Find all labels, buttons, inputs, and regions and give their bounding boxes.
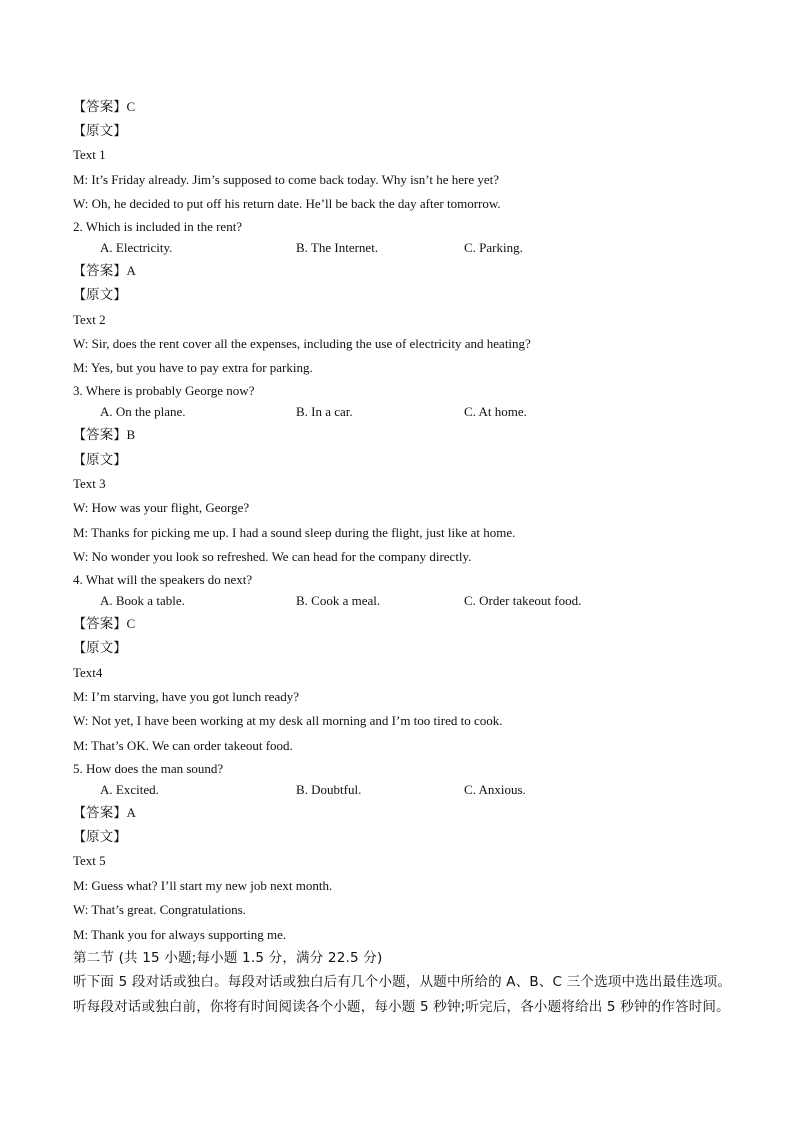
option-b: B. Doubtful. xyxy=(296,782,362,797)
dialogue-line: W: Oh, he decided to put off his return date. He’ll be back the day after tomorrow. xyxy=(73,196,501,211)
question-stem: 2. Which is included in the rent? xyxy=(73,219,243,234)
option-a: A. On the plane. xyxy=(100,404,186,419)
answer-line: 【答案】B xyxy=(73,427,136,443)
original-text-label: 【原文】 xyxy=(73,123,127,139)
dialogue-line: M: Thank you for always supporting me. xyxy=(73,927,287,942)
answer-line: 【答案】C xyxy=(73,616,136,632)
option-a: A. Excited. xyxy=(100,782,159,797)
text-title: Text 1 xyxy=(73,147,106,162)
option-c: C. Parking. xyxy=(464,240,523,255)
option-a: A. Electricity. xyxy=(100,240,173,255)
dialogue-line: W: That’s great. Congratulations. xyxy=(73,902,246,917)
text-title: Text 2 xyxy=(73,312,106,327)
option-c: C. At home. xyxy=(464,404,527,419)
original-text-label: 【原文】 xyxy=(73,640,127,656)
question-stem: 5. How does the man sound? xyxy=(73,761,224,776)
dialogue-line: M: That’s OK. We can order takeout food. xyxy=(73,738,293,753)
dialogue-line: W: Not yet, I have been working at my desk all morning and I’m too tired to cook. xyxy=(73,713,503,728)
answer-line: 【答案】C xyxy=(73,99,136,115)
original-text-label: 【原文】 xyxy=(73,829,127,845)
question-stem: 4. What will the speakers do next? xyxy=(73,572,253,587)
answer-value: A xyxy=(126,263,136,278)
section-instructions: 听每段对话或独白前，你将有时间阅读各个小题，每小题 5 秒钟;听完后，各小题将给出 5 秒钟的作答时间。 xyxy=(73,999,730,1015)
option-b: B. In a car. xyxy=(296,404,353,419)
section-instructions: 听下面 5 段对话或独白。每段对话或独白后有几个小题，从题中所给的 A、B、C 三个选项中选出最佳选项。 xyxy=(73,974,732,990)
dialogue-line: M: It’s Friday already. Jim’s supposed to come back today. Why isn’t he here yet? xyxy=(73,172,500,187)
dialogue-line: W: How was your flight, George? xyxy=(73,500,250,515)
text-title: Text 3 xyxy=(73,476,106,491)
original-text-label: 【原文】 xyxy=(73,287,127,303)
answer-label: 答案 xyxy=(86,99,114,115)
option-c: C. Order takeout food. xyxy=(464,593,582,608)
question-stem: 3. Where is probably George now? xyxy=(73,383,255,398)
answer-line: 【答案】A xyxy=(73,263,136,279)
answer-value: B xyxy=(126,427,136,442)
answer-value: A xyxy=(126,805,136,820)
dialogue-line: M: Thanks for picking me up. I had a sound sleep during the flight, just like at home. xyxy=(73,525,516,540)
dialogue-line: W: No wonder you look so refreshed. We can head for the company directly. xyxy=(73,549,472,564)
answer-value: C xyxy=(126,616,136,631)
text-title: Text4 xyxy=(73,665,103,680)
option-c: C. Anxious. xyxy=(464,782,526,797)
dialogue-line: W: Sir, does the rent cover all the expenses, including the use of electricity and heating? xyxy=(73,336,531,351)
dialogue-line: M: I’m starving, have you got lunch ready? xyxy=(73,689,299,704)
dialogue-line: M: Yes, but you have to pay extra for parking. xyxy=(73,360,313,375)
text-title: Text 5 xyxy=(73,853,106,868)
answer-value: C xyxy=(126,99,136,114)
option-b: B. Cook a meal. xyxy=(296,593,381,608)
option-a: A. Book a table. xyxy=(100,593,185,608)
original-text-label: 【原文】 xyxy=(73,452,127,468)
dialogue-line: M: Guess what? I’ll start my new job next month. xyxy=(73,878,333,893)
option-b: B. The Internet. xyxy=(296,240,379,255)
answer-line: 【答案】A xyxy=(73,805,136,821)
section-heading: 第二节 (共 15 小题;每小题 1.5 分，满分 22.5 分) xyxy=(73,950,383,966)
